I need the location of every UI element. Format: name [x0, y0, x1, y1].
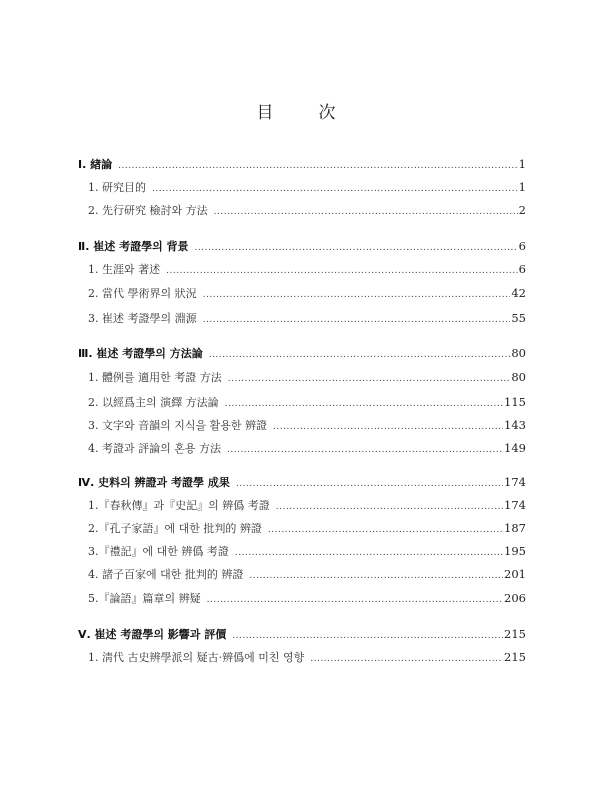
toc-item[interactable] — [88, 179, 526, 195]
dot-leader — [273, 422, 503, 432]
dot-leader — [232, 631, 503, 641]
toc-label: 2. 當代 學術界의 狀況 — [88, 287, 197, 300]
dot-leader — [209, 350, 511, 360]
toc-label: 2.『孔子家語』에 대한 批判的 辨證 — [88, 522, 262, 535]
toc-label: 2. 以經爲主의 演繹 方法論 — [88, 396, 219, 409]
toc-item[interactable] — [88, 310, 526, 326]
toc-page-number: 2 — [518, 203, 526, 217]
toc-page-number: 215 — [504, 627, 526, 641]
toc-item[interactable] — [88, 497, 526, 513]
toc-item[interactable] — [88, 566, 526, 582]
toc-item[interactable] — [88, 520, 526, 536]
toc-label: 1. 淸代 古史辨學派의 疑古·辨僞에 미친 영향 — [88, 651, 305, 664]
toc-page-number: 206 — [504, 591, 526, 605]
toc-page-number: 187 — [504, 521, 526, 535]
toc-section[interactable] — [78, 345, 526, 361]
toc-page-number: 143 — [504, 418, 526, 432]
toc-label: 1. 研究目的 — [88, 181, 146, 194]
toc-label: 3.『禮記』에 대한 辨僞 考證 — [88, 545, 229, 558]
toc-page-number: 174 — [504, 475, 526, 489]
toc-item[interactable] — [88, 440, 526, 456]
toc-label: 5.『論語』篇章의 辨疑 — [88, 592, 201, 605]
toc-item[interactable] — [88, 543, 526, 559]
toc-label: 2. 先行研究 檢討와 方法 — [88, 204, 208, 217]
dot-leader — [195, 243, 518, 253]
dot-leader — [225, 399, 503, 409]
toc-item[interactable] — [88, 261, 526, 277]
toc-label: 1. 體例를 適用한 考證 方法 — [88, 371, 222, 384]
toc-page-number: 80 — [511, 346, 526, 360]
toc-page-number: 1 — [518, 180, 526, 194]
toc-page-number: 1 — [518, 157, 526, 171]
toc-page-number: 6 — [518, 262, 526, 276]
toc-page-number: 55 — [511, 311, 526, 325]
toc-section[interactable] — [78, 626, 526, 642]
dot-leader — [276, 502, 503, 512]
toc-label: Ⅱ. 崔述 考證學의 背景 — [78, 240, 189, 253]
toc-label: 3. 文字와 音韻의 지식을 활용한 辨證 — [88, 419, 267, 432]
dot-leader — [152, 184, 518, 194]
dot-leader — [118, 161, 518, 171]
toc-section[interactable] — [78, 238, 526, 254]
dot-leader — [203, 315, 511, 325]
toc-page-number: 174 — [504, 498, 526, 512]
dot-leader — [236, 479, 503, 489]
dot-leader — [203, 290, 511, 300]
toc-page-number: 149 — [504, 441, 526, 455]
dot-leader — [235, 548, 503, 558]
toc-item[interactable] — [88, 394, 526, 410]
dot-leader — [268, 525, 503, 535]
toc-label: 4. 諸子百家에 대한 批判的 辨證 — [88, 568, 244, 581]
page-title: 目 次 — [256, 103, 350, 123]
toc-page-number: 201 — [504, 567, 526, 581]
toc-page-number: 42 — [511, 286, 526, 300]
toc-label: 4. 考證과 評論의 혼용 方法 — [88, 442, 221, 455]
dot-leader — [207, 595, 503, 605]
dot-leader — [214, 207, 518, 217]
dot-leader — [166, 266, 518, 276]
toc-label: Ⅲ. 崔述 考證學의 方法論 — [78, 347, 203, 360]
toc-label: Ⅳ. 史料의 辨證과 考證學 成果 — [78, 476, 230, 489]
toc-label: 1. 生涯와 著述 — [88, 263, 161, 276]
toc-label: Ⅰ. 緖論 — [78, 158, 113, 171]
toc-page-number: 6 — [518, 239, 526, 253]
dot-leader — [310, 654, 503, 664]
dot-leader — [228, 374, 511, 384]
toc-section[interactable] — [78, 474, 526, 490]
toc-label: 3. 崔述 考證學의 淵源 — [88, 312, 197, 325]
toc-page-number: 215 — [504, 650, 526, 664]
toc-section[interactable] — [78, 156, 526, 172]
toc-label: Ⅴ. 崔述 考證學의 影響과 評價 — [78, 628, 227, 641]
toc-item[interactable] — [88, 417, 526, 433]
toc-item[interactable] — [88, 590, 526, 606]
toc-label: 1.『春秋傳』과『史記』의 辨僞 考證 — [88, 499, 270, 512]
toc-item[interactable] — [88, 202, 526, 218]
toc-item[interactable] — [88, 649, 526, 665]
toc-page-number: 195 — [504, 544, 526, 558]
toc-item[interactable] — [88, 369, 526, 385]
toc-item[interactable] — [88, 285, 526, 301]
dot-leader — [249, 571, 503, 581]
dot-leader — [227, 445, 503, 455]
toc-page-number: 115 — [504, 395, 526, 409]
toc-page-number: 80 — [511, 370, 526, 384]
